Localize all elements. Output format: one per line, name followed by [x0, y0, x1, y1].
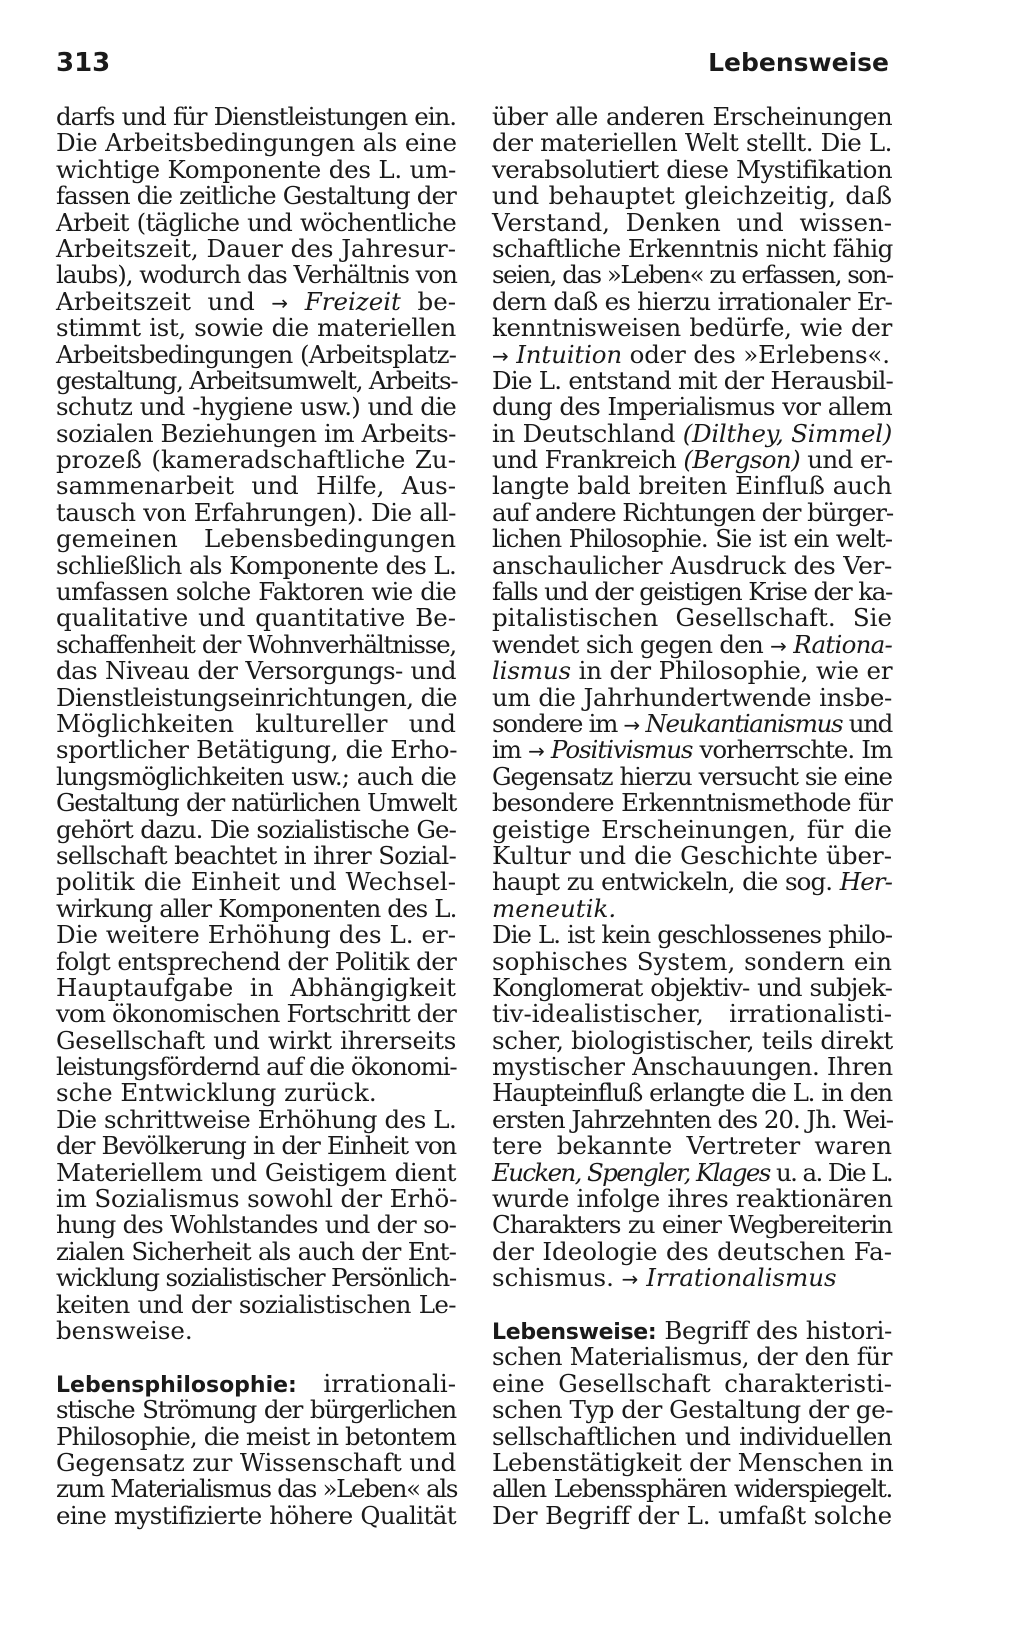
- text-line: Gegensatz zur Wissenschaft und: [56, 1447, 457, 1477]
- text-line: hung des Wohlstandes und der so-: [56, 1210, 456, 1240]
- cross-reference-term: Irrationalismus: [646, 1263, 837, 1293]
- text-fragment: im: [492, 735, 521, 765]
- text-line: keiten und der sozialistischen Le-: [56, 1289, 456, 1319]
- text-fragment: u. a. Die L.: [775, 1157, 892, 1187]
- text-line: [492, 447, 892, 473]
- text-line: schließlich als Komponente des L.: [56, 550, 456, 580]
- text-line: tiv-idealistischer, irrationalisti-: [492, 999, 892, 1029]
- text-line: leistungsfördernd auf die ökonomi-: [56, 1052, 457, 1082]
- cross-reference-term: Neukantianismus: [645, 708, 843, 738]
- text-line: [492, 1265, 892, 1291]
- text-fragment: wendet sich gegen den: [492, 629, 764, 659]
- name-reference: Eucken, Spengler, Klages: [492, 1157, 770, 1187]
- text-line: ersten Jahrzehnten des 20. Jh. Wei-: [492, 1104, 894, 1134]
- text-line: und behauptet gleichzeitig, daß: [492, 181, 892, 211]
- text-line: [492, 418, 892, 448]
- text-line: Kultur und die Geschichte über-: [492, 840, 892, 870]
- text-line: [492, 629, 892, 659]
- cross-reference-arrow-icon: →: [492, 343, 509, 368]
- page-number: 313: [56, 48, 111, 78]
- text-line: der materiellen Welt stellt. Die L.: [492, 128, 892, 158]
- text-line: wicklung sozialistischer Persönlich-: [56, 1263, 456, 1293]
- paragraph-gap: [492, 1292, 892, 1318]
- cross-reference-term: lismus: [492, 656, 571, 686]
- text-line: bensweise.: [56, 1315, 193, 1345]
- text-fragment: schismus.: [492, 1263, 614, 1293]
- text-line: anschaulicher Ausdruck des Ver-: [492, 550, 892, 580]
- text-line: wichtige Komponente des L. um-: [56, 154, 456, 184]
- text-line: [56, 286, 456, 316]
- text-line: politik die Einheit und Wechsel-: [56, 867, 456, 897]
- text-fragment: haupt zu entwickeln, die sog.: [492, 867, 833, 897]
- text-fragment: oder des »Erlebens«.: [629, 339, 890, 369]
- name-reference: (Dilthey, Simmel): [682, 418, 892, 448]
- text-line: der Bevölkerung in der Einheit von: [56, 1131, 456, 1161]
- text-line: sozialen Beziehungen im Arbeits-: [56, 418, 456, 448]
- text-fragment: und: [848, 708, 892, 738]
- cross-reference-term: Positivismus: [550, 735, 693, 765]
- text-fragment: und er-: [807, 445, 893, 475]
- text-line: zum Materialismus das »Leben« als: [56, 1474, 458, 1504]
- text-fragment: sondere im: [492, 708, 617, 738]
- text-line: besondere Erkenntnismethode für: [492, 788, 892, 818]
- text-line: das Niveau der Versorgungs- und: [56, 656, 456, 686]
- text-line: wurde infolge ihres reaktionären: [492, 1184, 893, 1214]
- text-line: scher, biologistischer, teils direkt: [492, 1025, 893, 1055]
- text-line: pitalistischen Gesellschaft. Sie: [492, 603, 892, 633]
- text-fragment: und Frankreich: [492, 445, 677, 475]
- text-line: dung des Imperialismus vor allem: [492, 392, 892, 422]
- text-line: darfs und für Dienstleistungen ein.: [56, 102, 456, 131]
- text-line: geistige Erscheinungen, für die: [492, 814, 892, 844]
- text-line: gestaltung, Arbeitsumwelt, Arbeits-: [56, 365, 458, 395]
- name-reference: (Bergson): [683, 445, 801, 475]
- cross-reference-term: Her-: [839, 867, 892, 897]
- text-line: [492, 1315, 892, 1345]
- text-line: prozeß (kameradschaftliche Zu-: [56, 445, 456, 475]
- text-line: umfassen solche Faktoren wie die: [56, 577, 456, 607]
- text-line: Konglomerat objektiv- und subjek-: [492, 972, 892, 1002]
- text-line: über alle anderen Erscheinungen: [492, 102, 892, 131]
- text-line: Die L. ist kein geschlossenes philo-: [492, 920, 892, 950]
- text-line: folgt entsprechend der Politik der: [56, 946, 457, 976]
- text-line: sellschaftlichen und individuellen: [492, 1421, 892, 1451]
- text-line: seien, das »Leben« zu erfassen, son-: [492, 260, 893, 290]
- entry-headword: Lebensphilosophie:: [56, 1372, 297, 1398]
- text-line: stimmt ist, sowie die materiellen: [56, 313, 456, 343]
- cross-reference-term: meneutik.: [492, 893, 617, 923]
- text-line: wirkung aller Komponenten des L.: [56, 893, 457, 923]
- text-line: Arbeitszeit, Dauer des Jahresur-: [56, 233, 456, 263]
- cross-reference-term: Intuition: [516, 339, 623, 369]
- text-line: langte bald breiten Einfluß auch: [492, 471, 892, 501]
- text-fragment: Begriff des histori-: [664, 1315, 892, 1345]
- text-line: stische Strömung der bürgerlichen: [56, 1395, 456, 1425]
- text-line: [492, 339, 892, 369]
- text-line: sellschaft beachtet in ihrer Sozial-: [56, 840, 456, 870]
- text-line: falls und der geistigen Krise der ka-: [492, 577, 892, 607]
- text-line: eine Gesellschaft charakteristi-: [492, 1368, 892, 1398]
- text-fragment: in Deutschland: [492, 418, 676, 448]
- text-line: vom ökonomischen Fortschritt der: [56, 999, 456, 1029]
- text-line: Gesellschaft und wirkt ihrerseits: [56, 1025, 456, 1055]
- text-line: Hauptaufgabe in Abhängigkeit: [56, 972, 456, 1002]
- text-line: Verstand, Denken und wissen-: [492, 207, 892, 237]
- text-line: schen Materialismus, der den für: [492, 1342, 892, 1372]
- text-line: verabsolutiert diese Mystifikation: [492, 154, 892, 184]
- text-line: sche Entwicklung zurück.: [56, 1078, 377, 1108]
- text-line: schen Typ der Gestaltung der ge-: [492, 1395, 894, 1425]
- running-head: Lebensweise: [708, 48, 889, 77]
- text-line: mystischer Anschauungen. Ihren: [492, 1052, 893, 1082]
- text-line: der Ideologie des deutschen Fa-: [492, 1236, 892, 1266]
- text-line: schaffenheit der Wohnverhältnisse,: [56, 629, 456, 659]
- text-line: qualitative und quantitative Be-: [56, 603, 456, 633]
- text-line: Der Begriff der L. umfaßt solche: [492, 1500, 892, 1530]
- entry-headword: Lebensweise:: [492, 1319, 657, 1345]
- text-line: Gegensatz hierzu versucht sie eine: [492, 761, 892, 791]
- text-line: Lebenstätigkeit der Menschen in: [492, 1447, 894, 1477]
- text-fragment: in der Philosophie, wie er: [578, 656, 893, 686]
- text-line: lungsmöglichkeiten usw.; auch die: [56, 761, 456, 791]
- text-line: Die L. entstand mit der Herausbil-: [492, 365, 894, 395]
- paragraph-gap: [56, 1344, 456, 1370]
- text-line: Materiellem und Geistigem dient: [56, 1157, 456, 1187]
- text-line: [56, 1368, 456, 1398]
- text-line: kenntnisweisen bedürfe, wie der: [492, 313, 892, 343]
- text-fragment: vorherrschte. Im: [699, 735, 892, 765]
- text-line: sammenarbeit und Hilfe, Aus-: [56, 471, 456, 501]
- text-line: Dienstleistungseinrichtungen, die: [56, 682, 457, 712]
- text-line: gehört dazu. Die sozialistische Ge-: [56, 814, 456, 844]
- text-line: Die schrittweise Erhöhung des L.: [56, 1104, 457, 1134]
- text-fragment: be-: [417, 286, 456, 316]
- text-line: eine mystifizierte höhere Qualität: [56, 1500, 456, 1530]
- text-line: tausch von Erfahrungen). Die all-: [56, 497, 456, 527]
- text-line: dern daß es hierzu irrationaler Er-: [492, 286, 892, 316]
- cross-reference-arrow-icon: →: [770, 633, 787, 658]
- text-line: allen Lebenssphären widerspiegelt.: [492, 1474, 892, 1504]
- text-line: Arbeit (tägliche und wöchentliche: [56, 207, 456, 237]
- cross-reference-arrow-icon: →: [271, 290, 289, 315]
- text-line: [492, 737, 892, 763]
- text-line: [492, 1157, 892, 1187]
- text-fragment: Arbeitszeit und: [56, 286, 255, 316]
- text-line: laubs), wodurch das Verhältnis von: [56, 260, 457, 290]
- cross-reference-term: Freizeit: [304, 286, 401, 316]
- cross-reference-arrow-icon: →: [623, 712, 639, 737]
- text-line: sophisches System, sondern ein: [492, 946, 892, 976]
- text-line: fassen die zeitliche Gestaltung der: [56, 181, 456, 211]
- left-column: [56, 104, 456, 1529]
- text-line: sportlicher Betätigung, die Erho-: [56, 735, 458, 765]
- text-line: Die Arbeitsbedingungen als eine: [56, 128, 457, 158]
- text-line: auf andere Richtungen der bürger-: [492, 497, 894, 527]
- text-line: [492, 658, 892, 684]
- text-line: Die weitere Erhöhung des L. er-: [56, 920, 456, 950]
- text-line: [492, 893, 892, 923]
- text-fragment: irrationali-: [323, 1368, 456, 1398]
- text-line: Haupteinfluß erlangte die L. in den: [492, 1078, 892, 1108]
- cross-reference-arrow-icon: →: [528, 739, 544, 764]
- text-line: [492, 708, 892, 738]
- text-line: um die Jahrhundertwende insbe-: [492, 682, 892, 712]
- text-line: schaftliche Erkenntnis nicht fähig: [492, 233, 893, 263]
- text-line: Gestaltung der natürlichen Umwelt: [56, 788, 456, 818]
- text-line: tere bekannte Vertreter waren: [492, 1131, 892, 1161]
- text-line: im Sozialismus sowohl der Erhö-: [56, 1184, 458, 1214]
- cross-reference-term: Rationa-: [793, 629, 892, 659]
- text-line: Charakters zu einer Wegbereiterin: [492, 1210, 892, 1240]
- text-line: Möglichkeiten kultureller und: [56, 708, 456, 738]
- text-line: Arbeitsbedingungen (Arbeitsplatz-: [56, 339, 456, 369]
- right-column: [492, 104, 892, 1529]
- text-line: gemeinen Lebensbedingungen: [56, 524, 456, 554]
- text-line: zialen Sicherheit als auch der Ent-: [56, 1236, 456, 1266]
- text-line: [492, 869, 892, 895]
- text-line: lichen Philosophie. Sie ist ein welt-: [492, 524, 892, 554]
- cross-reference-arrow-icon: →: [621, 1267, 639, 1292]
- text-line: schutz und -hygiene usw.) und die: [56, 392, 456, 422]
- text-line: Philosophie, die meist in betontem: [56, 1421, 456, 1451]
